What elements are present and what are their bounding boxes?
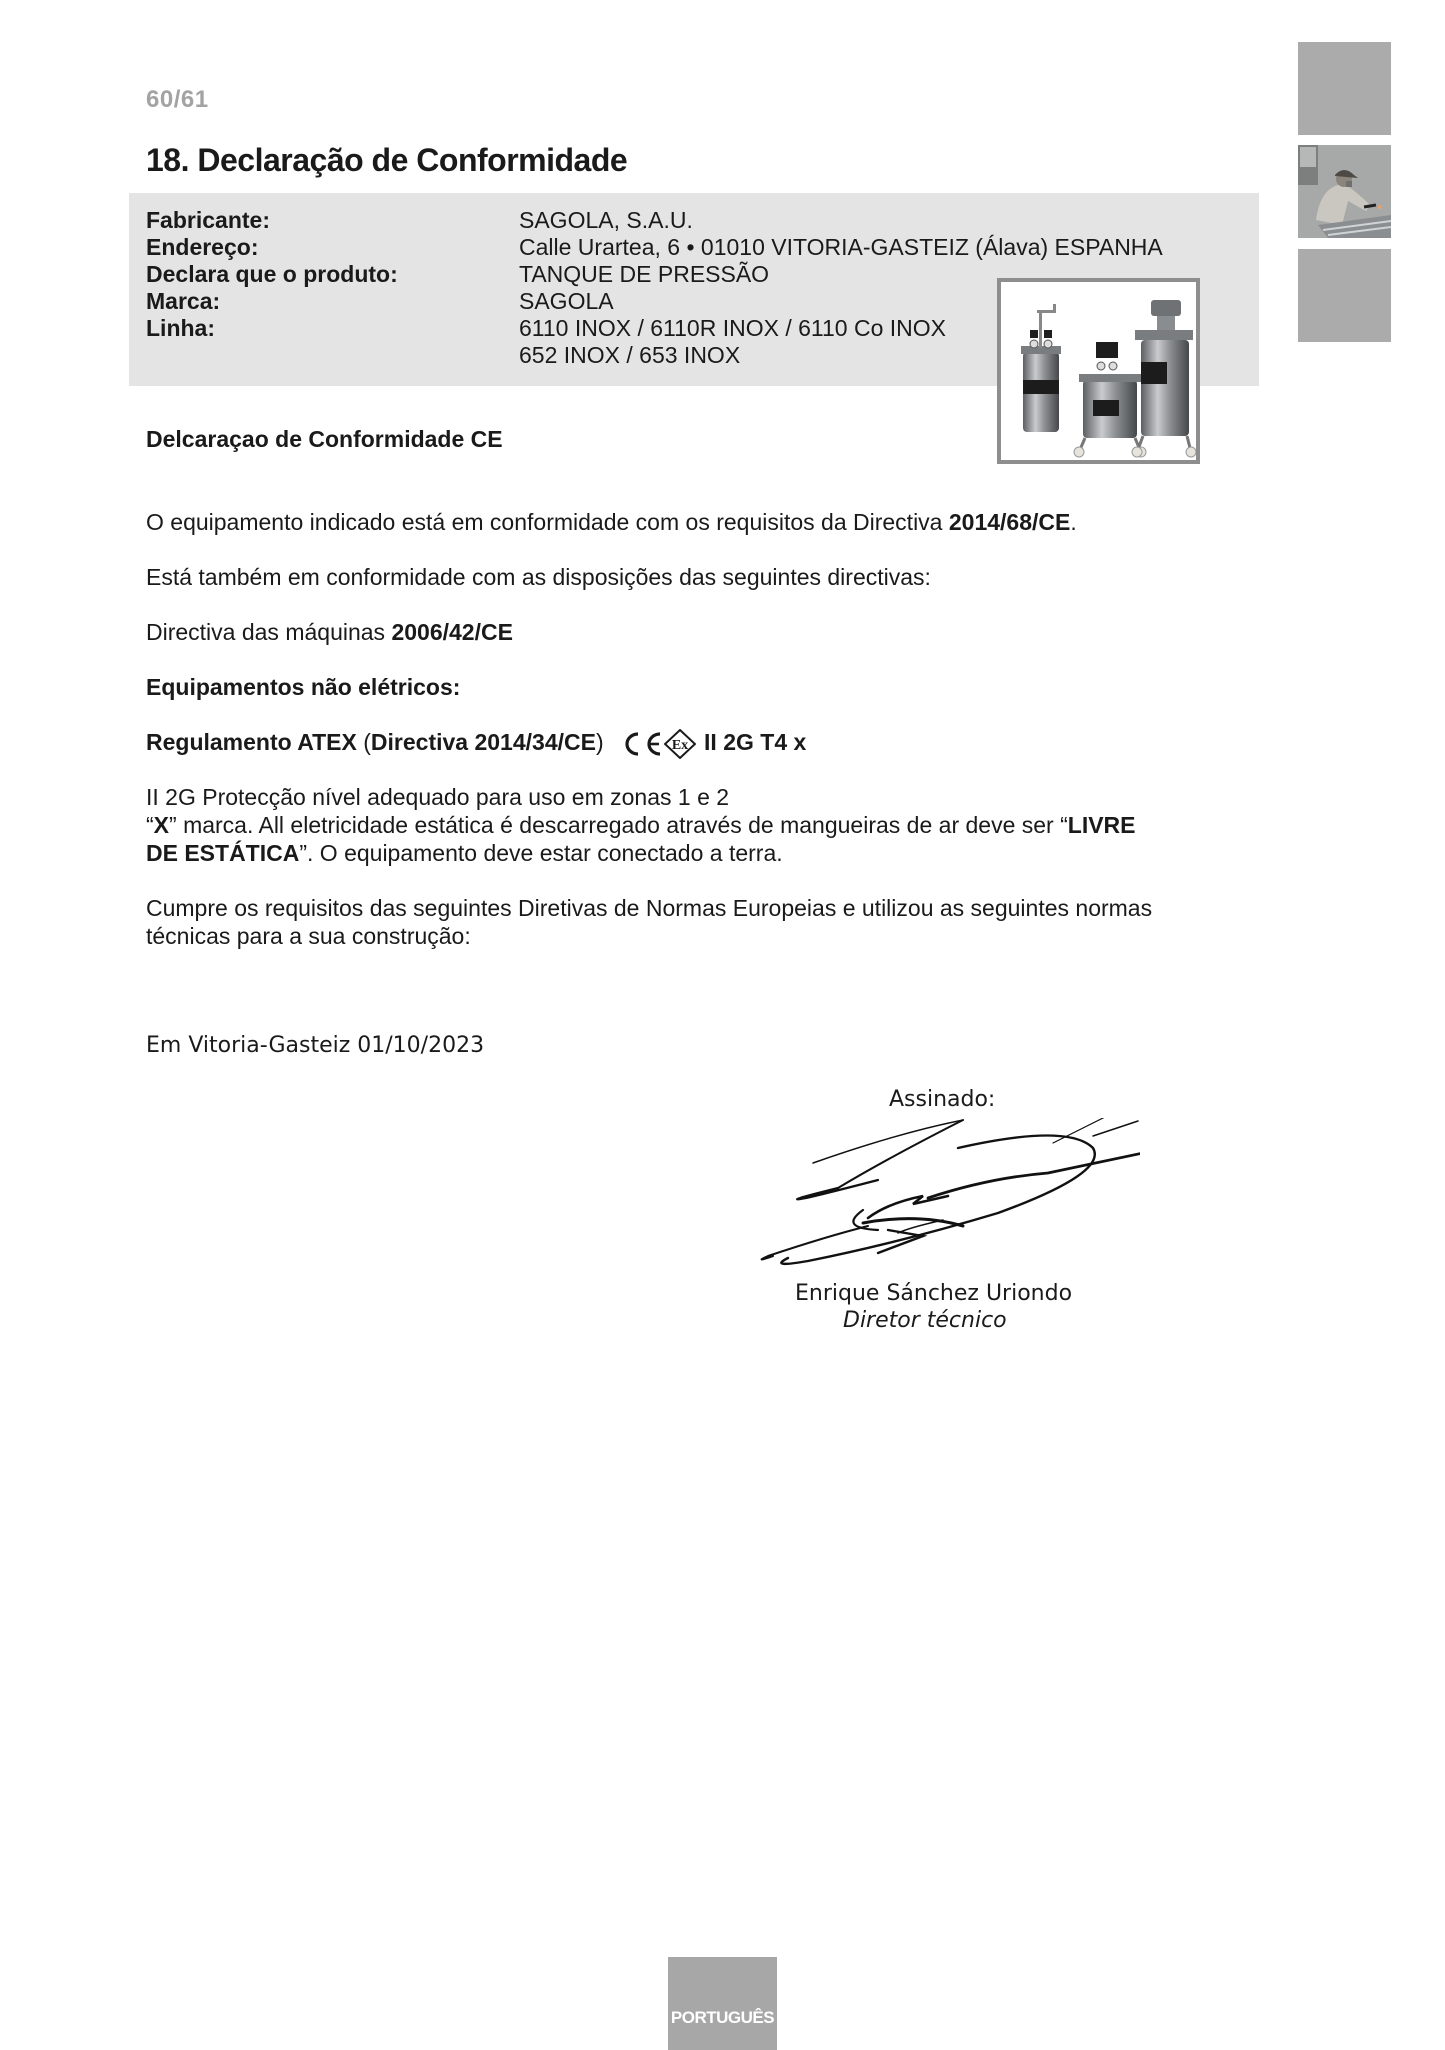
static-free-label: DE ESTÁTICA xyxy=(146,840,300,866)
info-value: SAGOLA xyxy=(519,288,614,314)
ce-declaration-heading: Delcaraçao de Conformidade CE xyxy=(146,426,503,452)
page-number: 60/61 xyxy=(146,86,209,113)
side-tab-top xyxy=(1298,42,1391,135)
info-value: Calle Urartea, 6 • 01010 VITORIA-GASTEIZ (Álava) ESPANHA xyxy=(519,234,1163,260)
static-electricity-line2 xyxy=(146,839,783,867)
svg-text:Ex: Ex xyxy=(671,737,689,753)
directive-number: 2006/42/CE xyxy=(391,619,513,645)
signatory-title: Diretor técnico xyxy=(843,1308,1007,1333)
painter-photo xyxy=(1298,145,1391,238)
static-electricity-line1 xyxy=(146,811,1136,839)
side-tab-bottom xyxy=(1298,249,1391,342)
non-electrical-heading: Equipamentos não elétricos: xyxy=(146,674,461,700)
info-label: Declara que o produto: xyxy=(146,261,398,287)
standards-line2: técnicas para a sua construção: xyxy=(146,923,471,949)
certification-marks xyxy=(620,729,696,759)
pressure-tanks-illustration xyxy=(1001,282,1196,460)
atex-marking: II 2G T4 x xyxy=(704,729,807,755)
atex-line xyxy=(146,728,806,759)
info-label: Endereço: xyxy=(146,234,259,260)
ce-mark-icon xyxy=(620,730,664,758)
x-mark: X xyxy=(153,812,170,838)
static-free-label: LIVRE xyxy=(1067,812,1136,838)
info-value: 6110 INOX / 6110R INOX / 6110 Co INOX xyxy=(519,315,946,341)
signed-label: Assinado: xyxy=(889,1087,996,1112)
signatory-name: Enrique Sánchez Uriondo xyxy=(795,1281,1073,1306)
section-title: 18. Declaração de Conformidade xyxy=(146,142,628,178)
info-label: Linha: xyxy=(146,315,215,341)
directive-number: 2014/68/CE xyxy=(948,509,1071,535)
place-and-date: Em Vitoria-Gasteiz 01/10/2023 xyxy=(146,1033,485,1058)
standards-line1: Cumpre os requisitos das seguintes Diretivas de Normas Europeias e utilizou as seguintes normas xyxy=(146,895,1153,921)
text: ” marca. All eletricidade estática é descarregado através de mangueiras de ar deve ser “ xyxy=(169,812,1068,838)
directive-number: Directiva 2014/34/CE xyxy=(370,729,596,755)
protection-level-line: II 2G Protecção nível adequado para uso em zonas 1 e 2 xyxy=(146,784,730,810)
text: Directiva das máquinas xyxy=(146,619,392,645)
text: ( xyxy=(363,729,371,755)
signature-image xyxy=(748,1118,1140,1278)
paragraph-other-directives: Está também em conformidade com as disposições das seguintes directivas: xyxy=(146,564,931,590)
text: O equipamento indicado está em conformidade com os requisitos da Directiva xyxy=(146,509,949,535)
paragraph-directive-pressure xyxy=(146,508,1077,536)
info-value: SAGOLA, S.A.U. xyxy=(519,207,693,233)
text: ”. O equipamento deve estar conectado a terra. xyxy=(299,840,783,866)
text: Regulamento ATEX xyxy=(146,729,364,755)
text: ) xyxy=(595,729,604,755)
info-value: 652 INOX / 653 INOX xyxy=(519,342,741,368)
paragraph-machinery-directive xyxy=(146,618,513,646)
ex-mark-icon xyxy=(664,729,696,759)
language-tab-label: PORTUGUÊS xyxy=(670,2008,775,2027)
info-label: Marca: xyxy=(146,288,221,314)
text: . xyxy=(1070,509,1077,535)
text: “ xyxy=(146,812,154,838)
painter-photo-illustration xyxy=(1298,145,1391,238)
info-value: TANQUE DE PRESSÃO xyxy=(519,261,770,287)
language-tab[interactable] xyxy=(668,1957,777,2050)
info-label: Fabricante: xyxy=(146,207,270,233)
pressure-tanks-photo xyxy=(997,278,1200,464)
